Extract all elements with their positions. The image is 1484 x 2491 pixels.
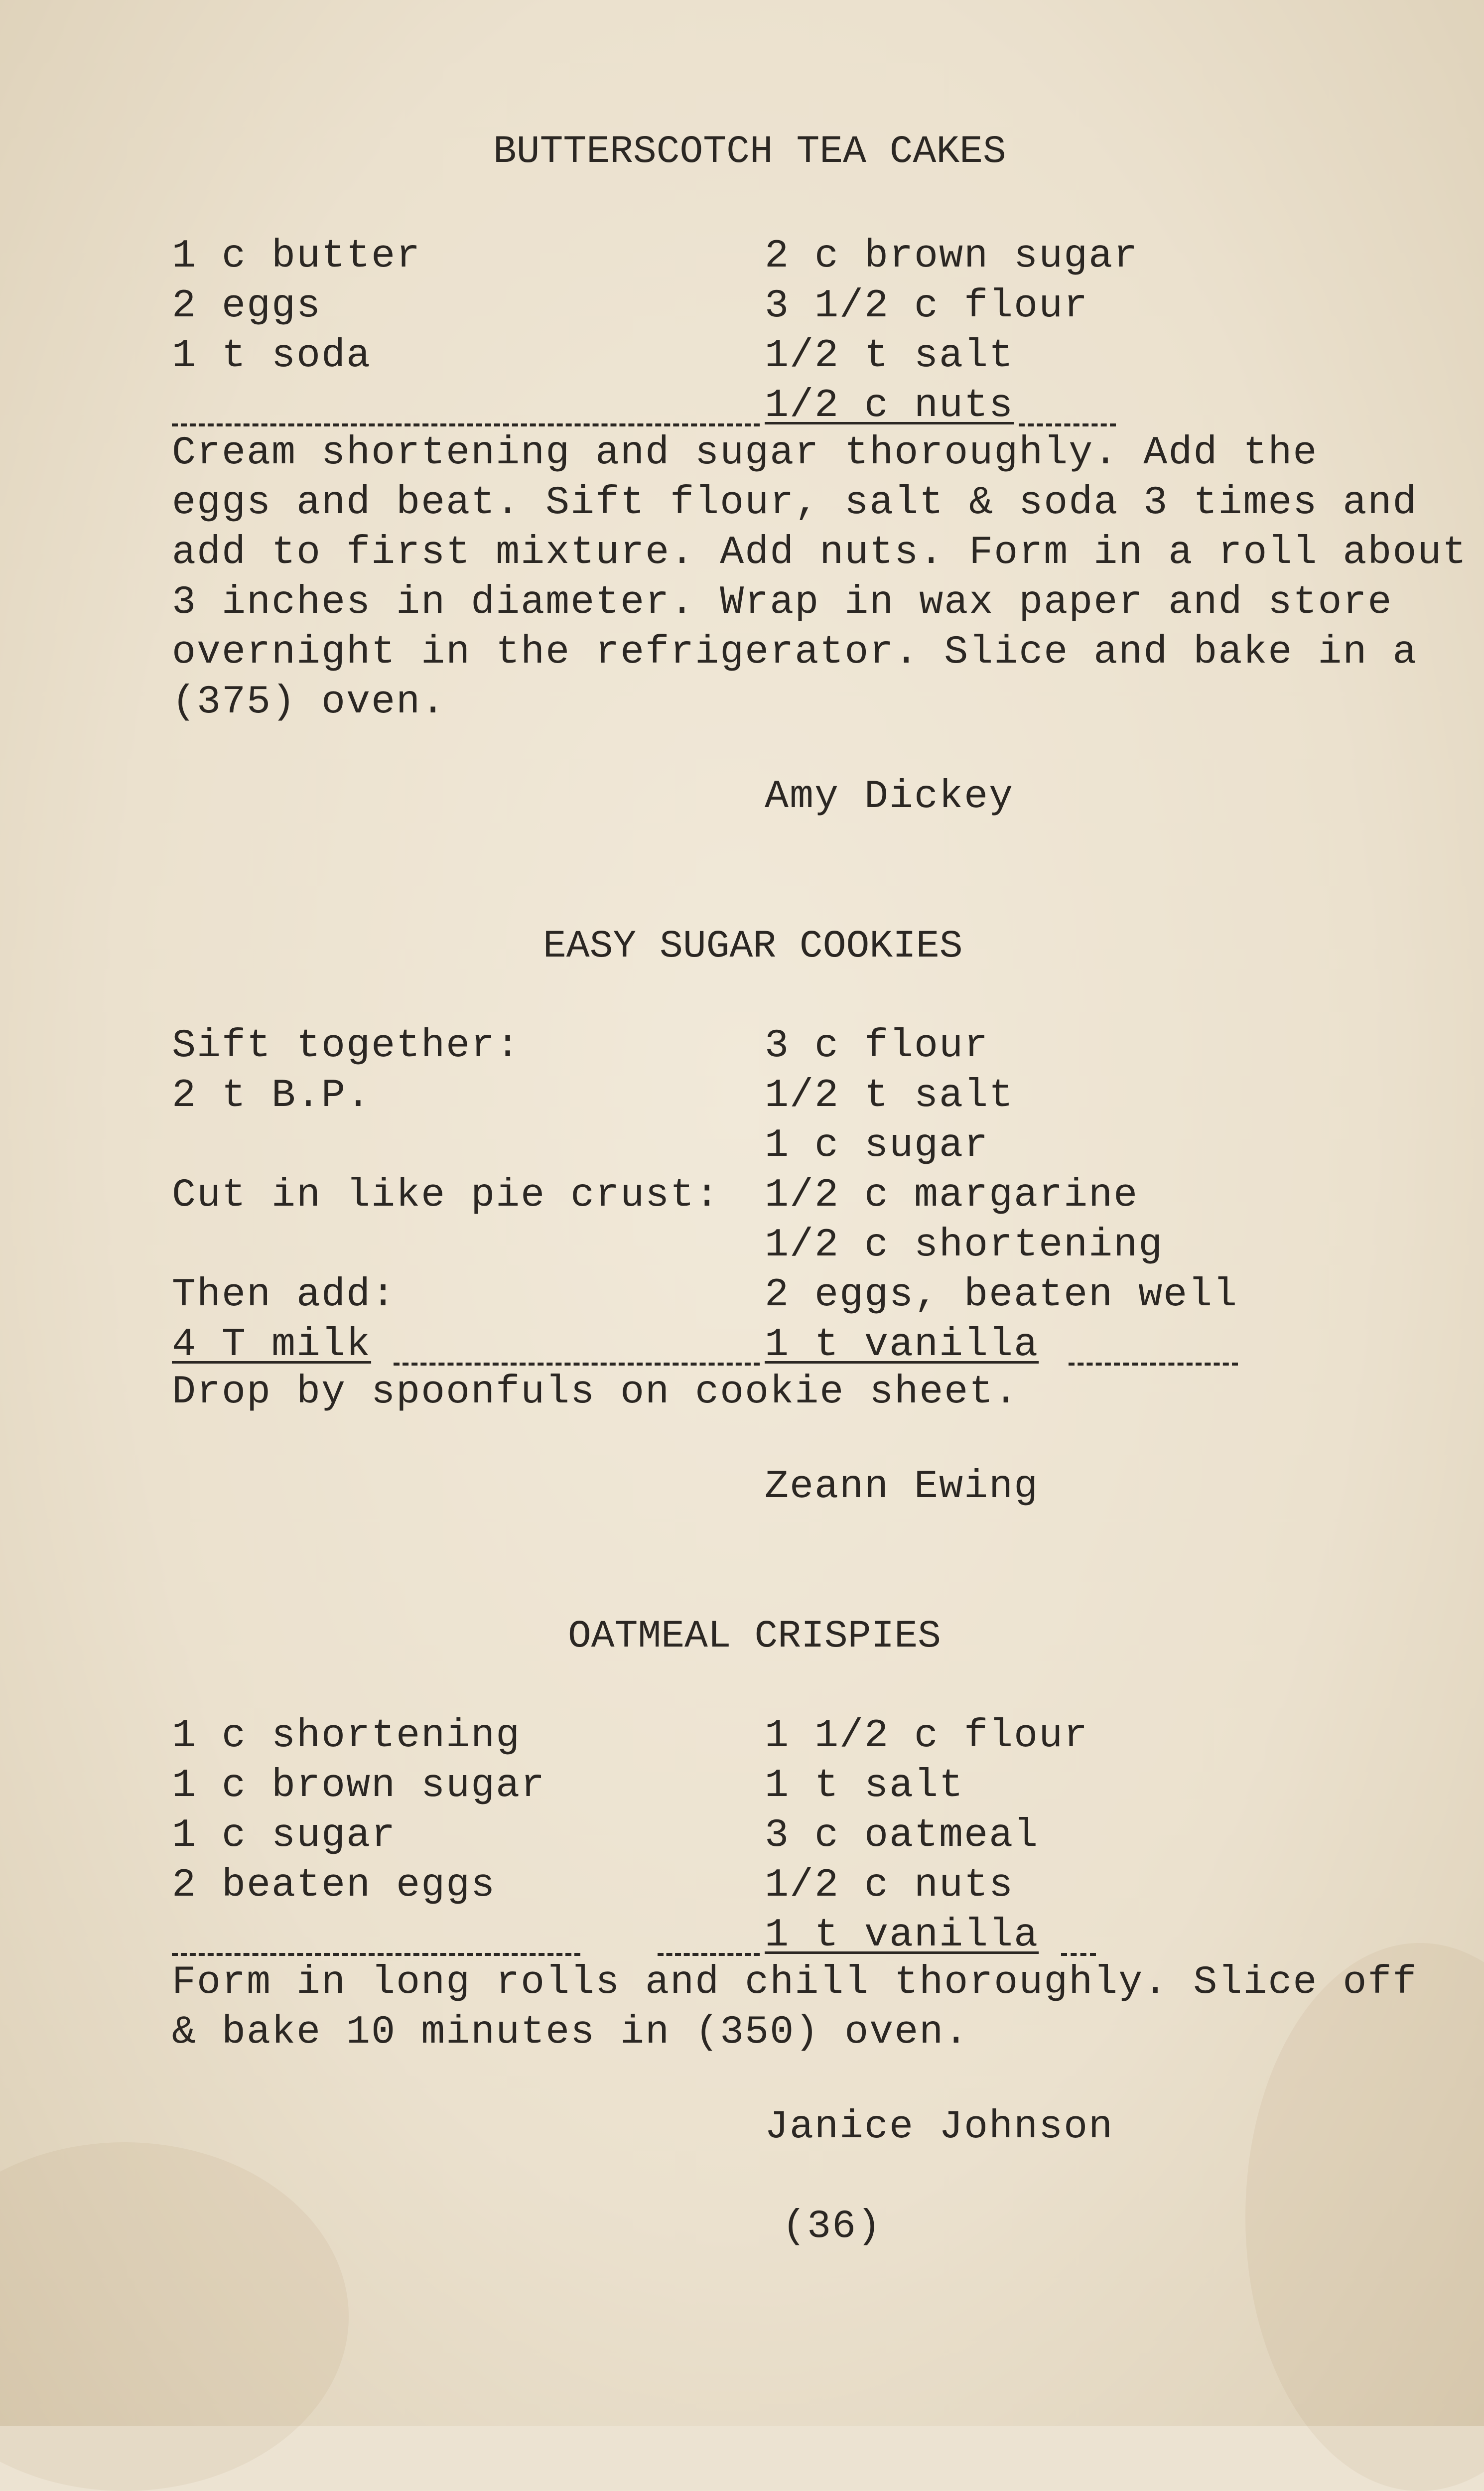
directions-line: & bake 10 minutes in (350) oven. <box>172 2010 969 2055</box>
ingredient: 3 c oatmeal <box>765 1813 1039 1858</box>
recipe-author: Zeann Ewing <box>765 1464 1039 1510</box>
ingredient: 1 c sugar <box>172 1813 397 1858</box>
recipe-title: OATMEAL CRISPIES <box>568 1615 941 1659</box>
ingredient: 1/2 t salt <box>765 1073 1014 1118</box>
ingredient: 1/2 t salt <box>765 333 1014 379</box>
instruction-label: Sift together: <box>172 1023 521 1069</box>
ingredient: 2 t B.P. <box>172 1073 372 1118</box>
directions-line: Drop by spoonfuls on cookie sheet. <box>172 1370 1019 1415</box>
directions-line: overnight in the refrigerator. Slice and bake in a <box>172 630 1418 675</box>
separator-line <box>1019 423 1116 426</box>
separator-line <box>172 1953 580 1956</box>
directions-line: add to first mixture. Add nuts. Form in a roll about <box>172 530 1468 575</box>
page-number: (36) <box>782 2204 882 2249</box>
ingredient: 1 1/2 c flour <box>765 1713 1089 1759</box>
ingredient: 1 t vanilla <box>765 1322 1039 1368</box>
ingredient: 1 c shortening <box>172 1713 521 1759</box>
recipe-title: EASY SUGAR COOKIES <box>543 925 963 969</box>
directions-line: eggs and beat. Sift flour, salt & soda 3 times and <box>172 480 1418 526</box>
ingredient: 1/2 c margarine <box>765 1173 1139 1218</box>
ingredient: 1 t vanilla <box>765 1913 1039 1958</box>
directions-line: Form in long rolls and chill thoroughly. Slice off <box>172 1960 1418 2005</box>
instruction-label: Cut in like pie crust: <box>172 1173 720 1218</box>
recipe-title: BUTTERSCOTCH TEA CAKES <box>493 130 1006 174</box>
separator-line <box>172 423 760 426</box>
separator-line <box>658 1953 760 1956</box>
ingredient: 4 T milk <box>172 1322 372 1368</box>
directions-line: Cream shortening and sugar thoroughly. Add the <box>172 430 1318 476</box>
ingredient: 1 c butter <box>172 234 421 279</box>
ingredient: 1 c sugar <box>765 1123 989 1168</box>
ingredient: 3 1/2 c flour <box>765 283 1089 329</box>
ingredient: 1 c brown sugar <box>172 1763 546 1808</box>
ingredient: 2 eggs <box>172 283 322 329</box>
recipe-author: Janice Johnson <box>765 2104 1114 2150</box>
ingredient: 1/2 c nuts <box>765 383 1014 428</box>
ingredient: 1/2 c shortening <box>765 1223 1164 1268</box>
separator-line <box>1069 1363 1238 1366</box>
separator-line <box>394 1363 760 1366</box>
instruction-label: Then add: <box>172 1272 397 1318</box>
ingredient: 2 eggs, beaten well <box>765 1272 1238 1318</box>
paper-stain <box>1245 1943 1484 2491</box>
ingredient: 1/2 c nuts <box>765 1863 1014 1908</box>
ingredient: 1 t salt <box>765 1763 964 1808</box>
ingredient: 3 c flour <box>765 1023 989 1069</box>
paper-stain <box>0 2142 349 2491</box>
ingredient: 2 c brown sugar <box>765 234 1139 279</box>
separator-line <box>1061 1953 1096 1956</box>
recipe-author: Amy Dickey <box>765 774 1014 820</box>
directions-line: 3 inches in diameter. Wrap in wax paper and store <box>172 580 1393 625</box>
ingredient: 1 t soda <box>172 333 372 379</box>
directions-line: (375) oven. <box>172 680 446 725</box>
ingredient: 2 beaten eggs <box>172 1863 496 1908</box>
